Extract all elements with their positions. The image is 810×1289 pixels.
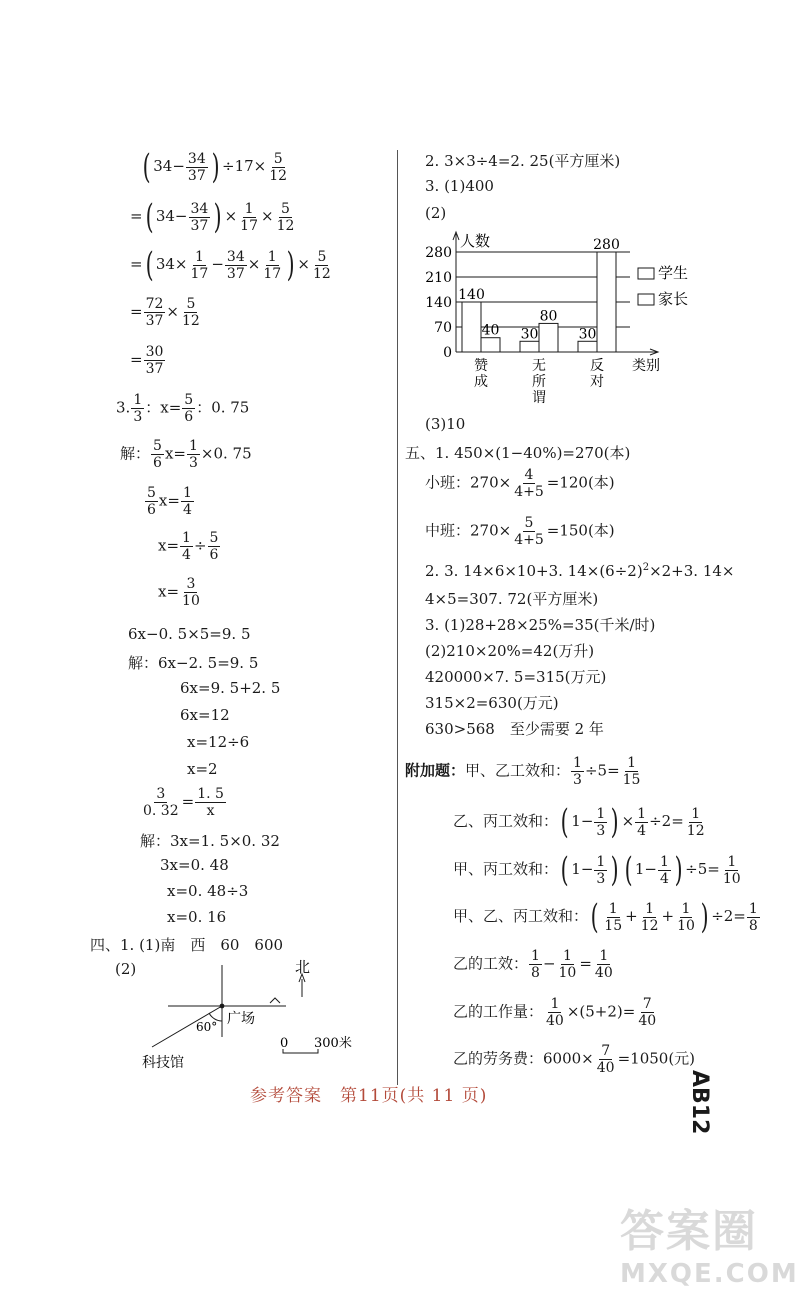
category-label: 反 xyxy=(590,358,604,374)
category-label: 所 xyxy=(532,374,546,390)
category-label: 成 xyxy=(474,374,488,390)
q3-line4: x= $\frac{1}{4}$ ÷ $\frac{5}{6}$ xyxy=(158,530,219,563)
s5-line10: 630>568 至少需要 2 年 xyxy=(425,720,604,738)
bar-value-label: 280 xyxy=(593,237,620,253)
direction-map xyxy=(130,955,370,1073)
bonus-line7: 乙的劳务费：6000× $\frac{7}{40}$ =1050(元) xyxy=(453,1043,696,1076)
bar-学生 xyxy=(462,302,481,352)
y-tick-label: 280 xyxy=(425,245,452,261)
q3b-line1: 6x−0. 5×5=9. 5 xyxy=(128,625,251,643)
s5-line1: 五、1. 450×(1−40%)=270(本) xyxy=(405,444,631,462)
q3b-line2: 解：6x−2. 5=9. 5 xyxy=(128,654,259,672)
watermark-cn: 答案圈 xyxy=(620,1206,758,1257)
s5-line2: 小班：270× $\frac{4}{4+5}$ =120(本) xyxy=(425,467,615,500)
bar-家长 xyxy=(481,338,500,352)
small-triangle-icon xyxy=(270,998,280,1003)
bonus-line3: 甲、丙工效和：( 1− $\frac{1}{3}$ ) ( 1− $\frac{1}{4}$ ) ÷5= $\frac{1}{10}$ xyxy=(453,850,741,890)
q3c-line1: $\frac{3}{0. 32}$ = $\frac{1. 5}{x}$ xyxy=(143,786,224,819)
q3b-line3: 6x=9. 5+2. 5 xyxy=(180,679,281,697)
category-label: 谓 xyxy=(532,390,546,406)
bar-学生 xyxy=(578,341,597,352)
s5-line8: 420000×7. 5=315(万元) xyxy=(425,668,607,686)
bar-value-label: 30 xyxy=(578,326,597,343)
category-label: 赞 xyxy=(474,358,488,374)
column-divider xyxy=(397,150,398,1085)
s5-line4: 2. 3. 14×6×10+3. $14\times(6\div 2)^2\times 2+3$. 14× xyxy=(425,562,735,580)
y-tick-label: 0 xyxy=(443,345,452,361)
bar-chart xyxy=(418,222,689,408)
scale-start: 0 xyxy=(280,1036,289,1051)
y-tick-label: 140 xyxy=(425,295,452,311)
legend-label: 家长 xyxy=(658,290,689,308)
q3-line2: 解： $\frac{5}{6}$ x= $\frac{1}{3}$ ×0. 75 xyxy=(120,438,252,471)
plaza-point xyxy=(220,1004,225,1009)
s5-line6: 3. (1)28+28×25%=35(千米/时) xyxy=(425,616,656,634)
watermark-en: MXQE.COM xyxy=(620,1259,799,1289)
tech-label: 科技馆 xyxy=(142,1055,184,1071)
bar-value-label: 80 xyxy=(539,308,558,325)
s5-line5: 4×5=307. 72(平方厘米) xyxy=(425,590,599,608)
q3c-line2: 解：3x=1. 5×0. 32 xyxy=(140,832,280,850)
page-footer: 参考答案 第11页(共 11 页) xyxy=(250,1086,488,1106)
expr1-line5: = $\frac{30}{37}$ xyxy=(130,344,164,377)
bar-value-label: 140 xyxy=(458,287,485,303)
legend-swatch xyxy=(638,294,654,305)
angle-label: 60° xyxy=(196,1020,218,1034)
category-label: 无 xyxy=(532,358,546,374)
bonus-line2: 乙、丙工效和：( 1− $\frac{1}{3}$ ) × $\frac{1}{4}$ ÷2= $\frac{1}{12}$ xyxy=(453,802,705,842)
north-label: 北 xyxy=(295,958,311,976)
s5-line3: 中班：270× $\frac{5}{4+5}$ =150(本) xyxy=(425,515,615,548)
bonus-line5: 乙的工效： $\frac{1}{8}$ − $\frac{1}{10}$ = $\frac{1}{40}$ xyxy=(453,948,613,981)
right-line1: 2. 3×3÷4=2. 25(平方厘米) xyxy=(425,152,621,170)
right-line2: 3. (1)400 xyxy=(425,177,494,195)
q3c-line4: x=0. 48÷3 xyxy=(167,882,249,900)
section4-line2: (2) xyxy=(115,960,137,978)
bonus-line1: 附加题：甲、乙工效和： $\frac{1}{3}$ ÷5= $\frac{1}{15}$ xyxy=(405,755,641,788)
q3c-line5: x=0. 16 xyxy=(167,908,227,926)
watermark xyxy=(620,1195,799,1289)
right-line4: (3)10 xyxy=(425,415,466,433)
section4-line1: 四、1. (1)南 西 60 600 xyxy=(90,936,284,954)
q3-line3: $\frac{5}{6}$ x= $\frac{1}{4}$ xyxy=(147,485,192,518)
q3b-line5: x=12÷6 xyxy=(187,733,250,751)
s5-line9: 315×2=630(万元) xyxy=(425,694,559,712)
q3-line5: x= $\frac{3}{10}$ xyxy=(158,576,200,609)
expr1-line3: =( 34× $\frac{1}{17}$ − $\frac{34}{37}$ × $\frac{1}{17}$ ) × $\frac{5}{12}$ xyxy=(130,245,331,285)
q3-line1: 3. $\frac{1}{3}$ ：x= $\frac{5}{6}$ ：0. 75 xyxy=(116,392,250,425)
bar-value-label: 40 xyxy=(481,322,500,339)
page-badge: AB12 xyxy=(687,1070,712,1135)
expr1-line1: ( 34− $\frac{34}{37}$ ) ÷17× $\frac{5}{12}$ xyxy=(142,147,288,187)
bonus-line6: 乙的工作量： $\frac{1}{40}$ ×(5+2)= $\frac{7}{40}$ xyxy=(453,996,657,1029)
category-label: 对 xyxy=(590,374,604,390)
right-line3: (2) xyxy=(425,204,447,222)
scale-end: 300米 xyxy=(314,1036,352,1051)
y-tick-label: 210 xyxy=(425,270,452,286)
bar-value-label: 30 xyxy=(520,326,539,343)
x-axis-label: 类别 xyxy=(632,358,660,374)
legend-swatch xyxy=(638,268,654,279)
s5-line7: (2)210×20%=42(万升) xyxy=(425,642,595,660)
plaza-label: 广场 xyxy=(227,1011,255,1027)
y-tick-label: 70 xyxy=(434,320,452,336)
legend-label: 学生 xyxy=(658,264,689,282)
y-axis-label: 人数 xyxy=(460,232,491,250)
expr1-line2: =( 34− $\frac{34}{37}$ ) × $\frac{1}{17}$ × $\frac{5}{12}$ xyxy=(130,197,295,237)
bar-家长 xyxy=(597,252,616,352)
expr1-line4: = $\frac{72}{37}$ × $\frac{5}{12}$ xyxy=(130,296,200,329)
q3b-line6: x=2 xyxy=(187,760,218,778)
q3b-line4: 6x=12 xyxy=(180,706,230,724)
bonus-line4: 甲、乙、丙工效和：( $\frac{1}{15}$ + $\frac{1}{12}$ + $\frac{1}{10}$ ) ÷2= $\frac{1}{8}$ xyxy=(453,897,758,937)
bar-学生 xyxy=(520,341,539,352)
q3c-line3: 3x=0. 48 xyxy=(160,856,229,874)
bar-家长 xyxy=(539,323,558,352)
